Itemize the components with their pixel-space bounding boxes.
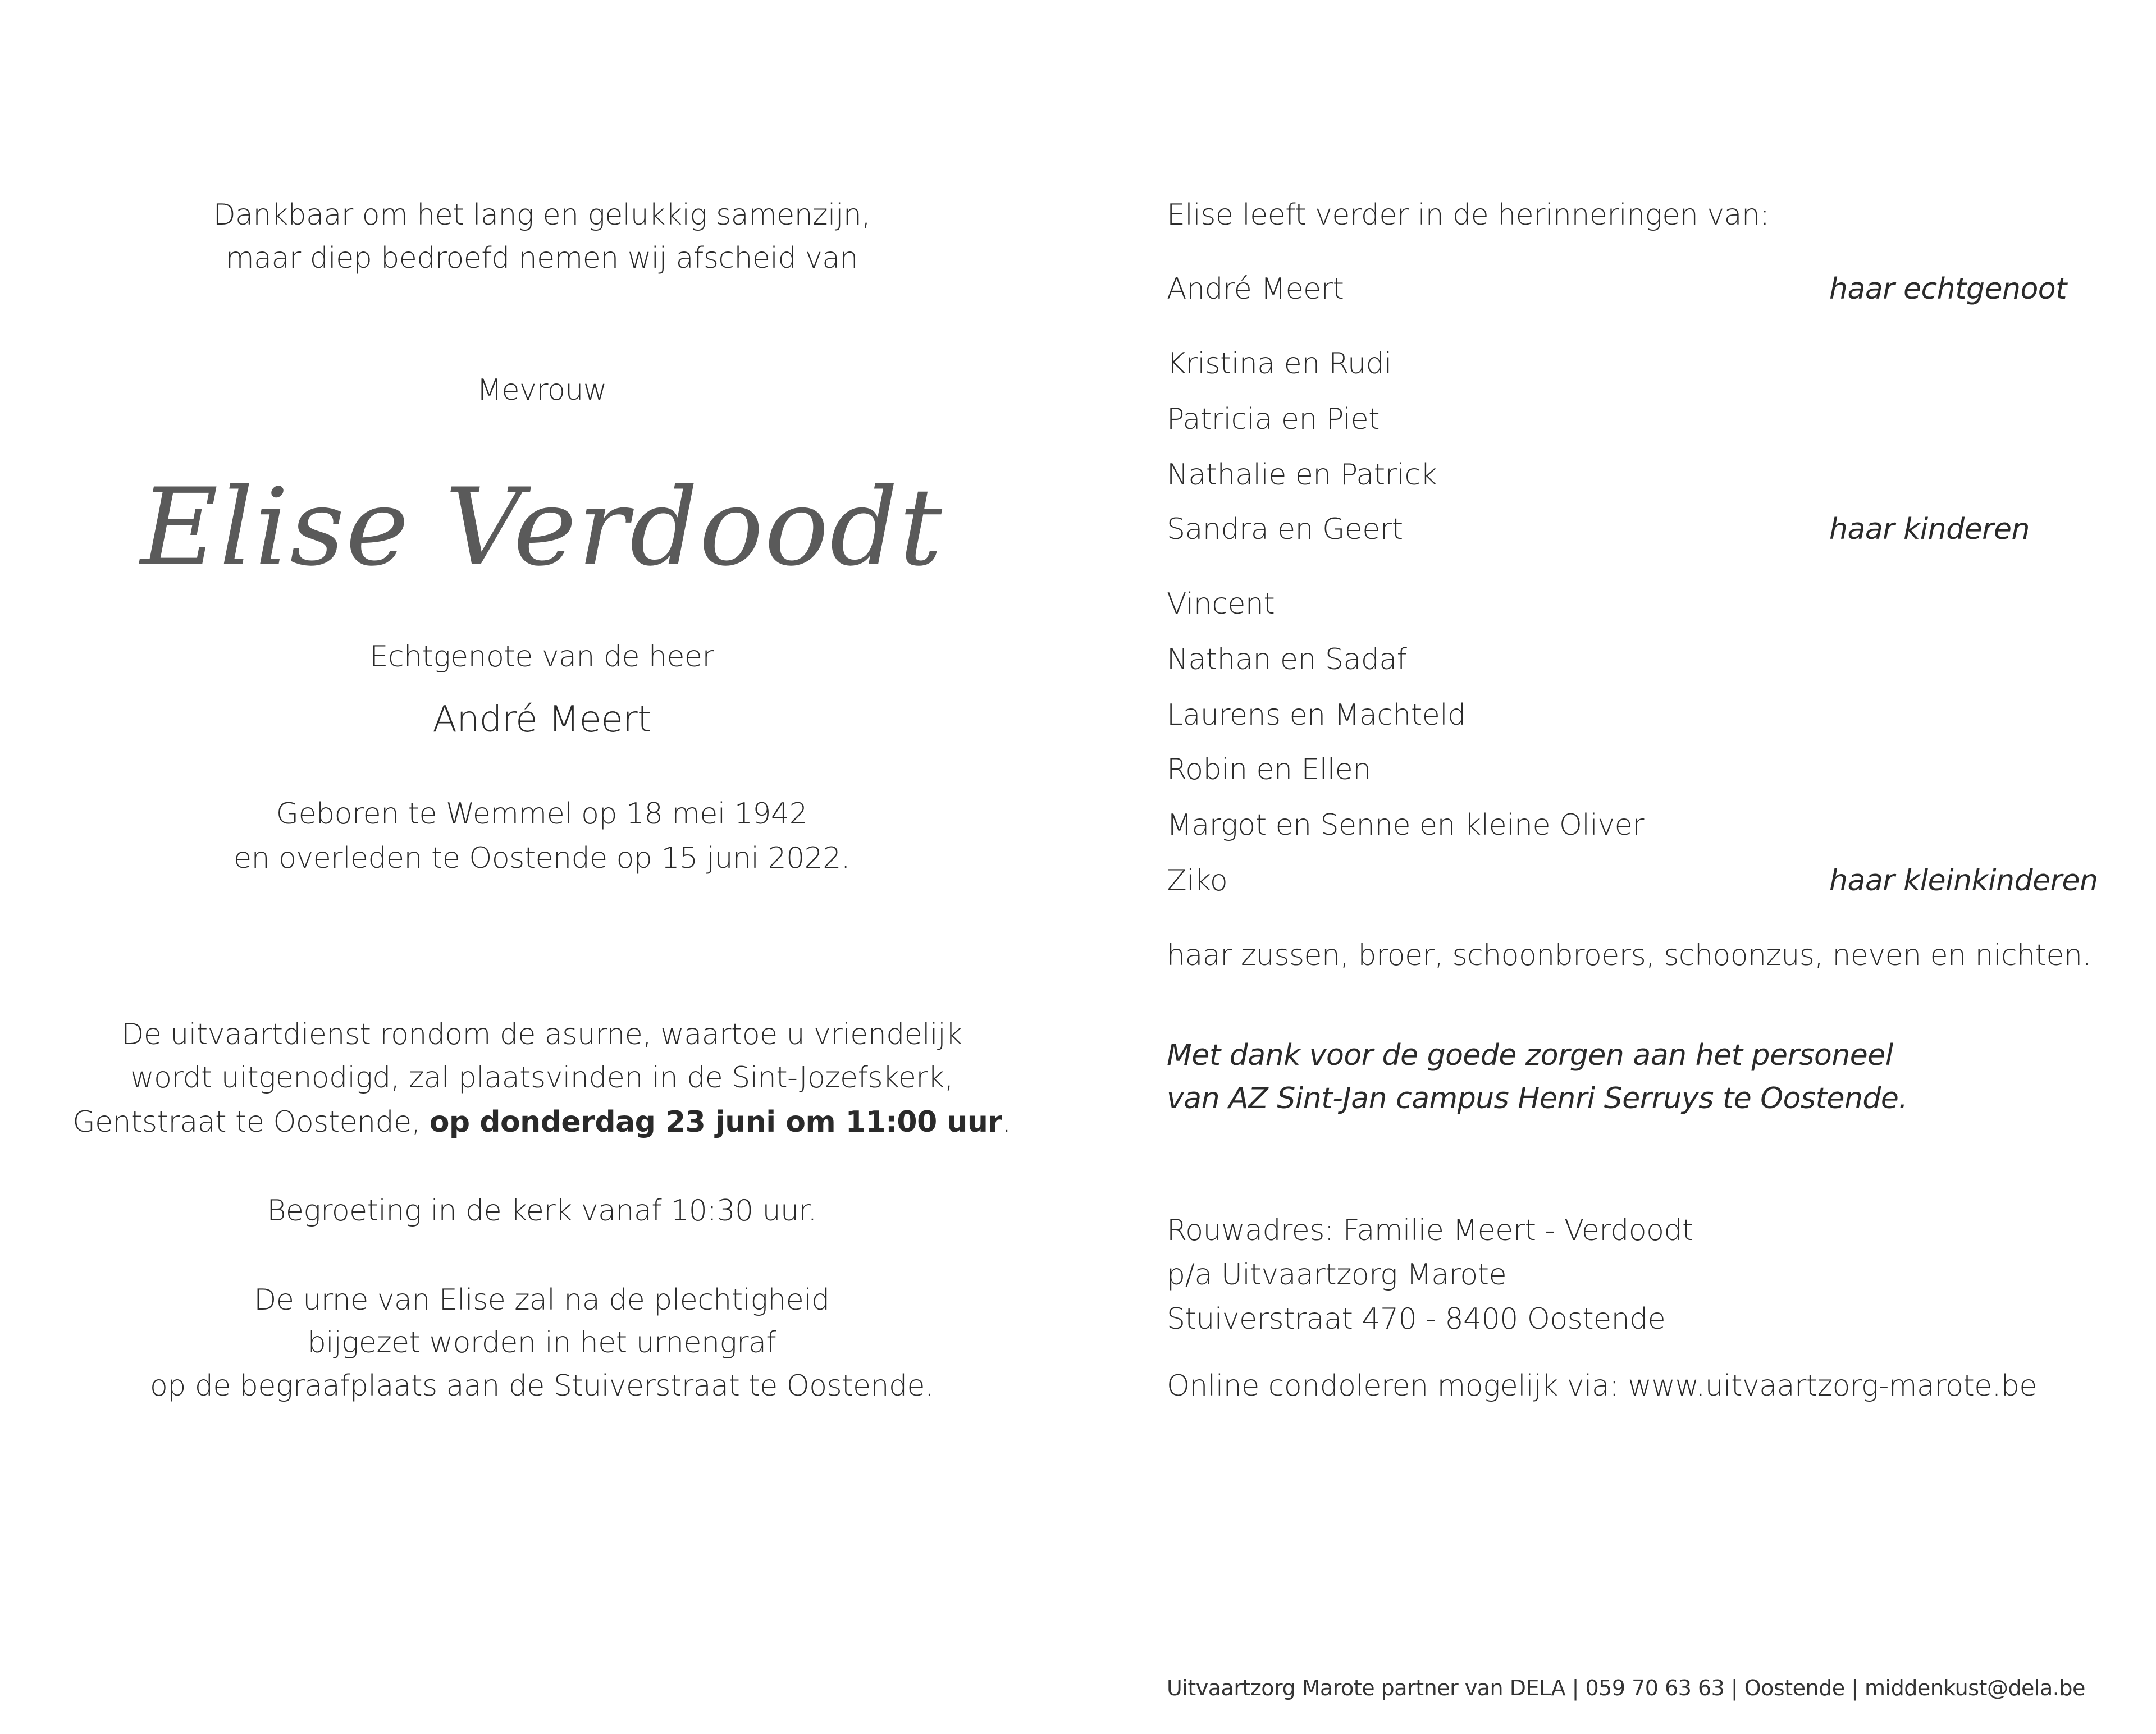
service-line: wordt uitgenodigd, zal plaatsvinden in de Sint-Jozefskerk, bbox=[130, 1061, 953, 1095]
grandchild-entry: Ziko bbox=[1167, 864, 1228, 898]
thanks-line: Met dank voor de goede zorgen aan het personeel bbox=[1167, 1038, 1893, 1072]
service-place: Gentstraat te Oostende, bbox=[72, 1105, 430, 1139]
child-entry: Patricia en Piet bbox=[1167, 402, 1380, 436]
other-relatives: haar zussen, broer, schoonbroers, schoonzus, neven en nichten. bbox=[1167, 939, 2091, 972]
service-date: op donderdag 23 juni om 11:00 uur bbox=[429, 1105, 1002, 1139]
grandchild-entry: Nathan en Sadaf bbox=[1167, 643, 1407, 676]
intro-line: Dankbaar om het lang en gelukkig samenzijn, bbox=[213, 198, 871, 232]
service-period: . bbox=[1002, 1105, 1011, 1139]
grandchild-entry: Robin en Ellen bbox=[1167, 753, 1371, 786]
urn-line: De urne van Elise zal na de plechtigheid bbox=[254, 1283, 830, 1317]
child-entry: Sandra en Geert bbox=[1167, 513, 1403, 546]
urn-line: op de begraafplaats aan de Stuiverstraat te Oostende. bbox=[149, 1369, 934, 1403]
spouse-relation: haar echtgenoot bbox=[1829, 272, 2067, 306]
child-entry: Nathalie en Patrick bbox=[1167, 458, 1437, 492]
service-line bbox=[0, 1102, 1084, 1142]
spouse-label: Echtgenote van de heer bbox=[369, 640, 714, 674]
death-info: en overleden te Oostende op 15 juni 2022. bbox=[234, 841, 850, 875]
address-line: Stuiverstraat 470 - 8400 Oostende bbox=[1167, 1302, 1666, 1336]
thanks-line: van AZ Sint-Jan campus Henri Serruys te Oostende. bbox=[1167, 1082, 1908, 1115]
address-line: Rouwadres: Familie Meert - Verdoodt bbox=[1167, 1214, 1693, 1247]
footer: Uitvaartzorg Marote partner van DELA | 059 70 63 63 | Oostende | middenkust@dela.be bbox=[1167, 1676, 2085, 1700]
service-line: De uitvaartdienst rondom de asurne, waartoe u vriendelijk bbox=[121, 1018, 962, 1051]
urn-line: bijgezet worden in het urnengraf bbox=[307, 1326, 776, 1360]
child-entry: Kristina en Rudi bbox=[1167, 347, 1392, 381]
online-condolence: Online condoleren mogelijk via: www.uitvaartzorg-marote.be bbox=[1167, 1369, 2037, 1403]
grandchild-entry: Laurens en Machteld bbox=[1167, 698, 1466, 732]
spouse-name: André Meert bbox=[432, 699, 651, 740]
children-relation: haar kinderen bbox=[1829, 513, 2030, 546]
grandchild-entry: Vincent bbox=[1167, 587, 1275, 621]
spouse-entry: André Meert bbox=[1167, 272, 1344, 306]
grandchildren-relation: haar kleinkinderen bbox=[1829, 864, 2098, 898]
grandchild-entry: Margot en Senne en kleine Oliver bbox=[1167, 808, 1644, 842]
birth-info: Geboren te Wemmel op 18 mei 1942 bbox=[276, 797, 808, 831]
address-line: p/a Uitvaartzorg Marote bbox=[1167, 1258, 1507, 1292]
title: Mevrouw bbox=[477, 373, 607, 407]
relatives-heading: Elise leeft verder in de herinneringen van: bbox=[1167, 198, 1770, 232]
deceased-name: Elise Verdoodt bbox=[140, 465, 943, 589]
greeting: Begroeting in de kerk vanaf 10:30 uur. bbox=[267, 1194, 817, 1228]
intro-line: maar diep bedroefd nemen wij afscheid van bbox=[225, 241, 858, 275]
